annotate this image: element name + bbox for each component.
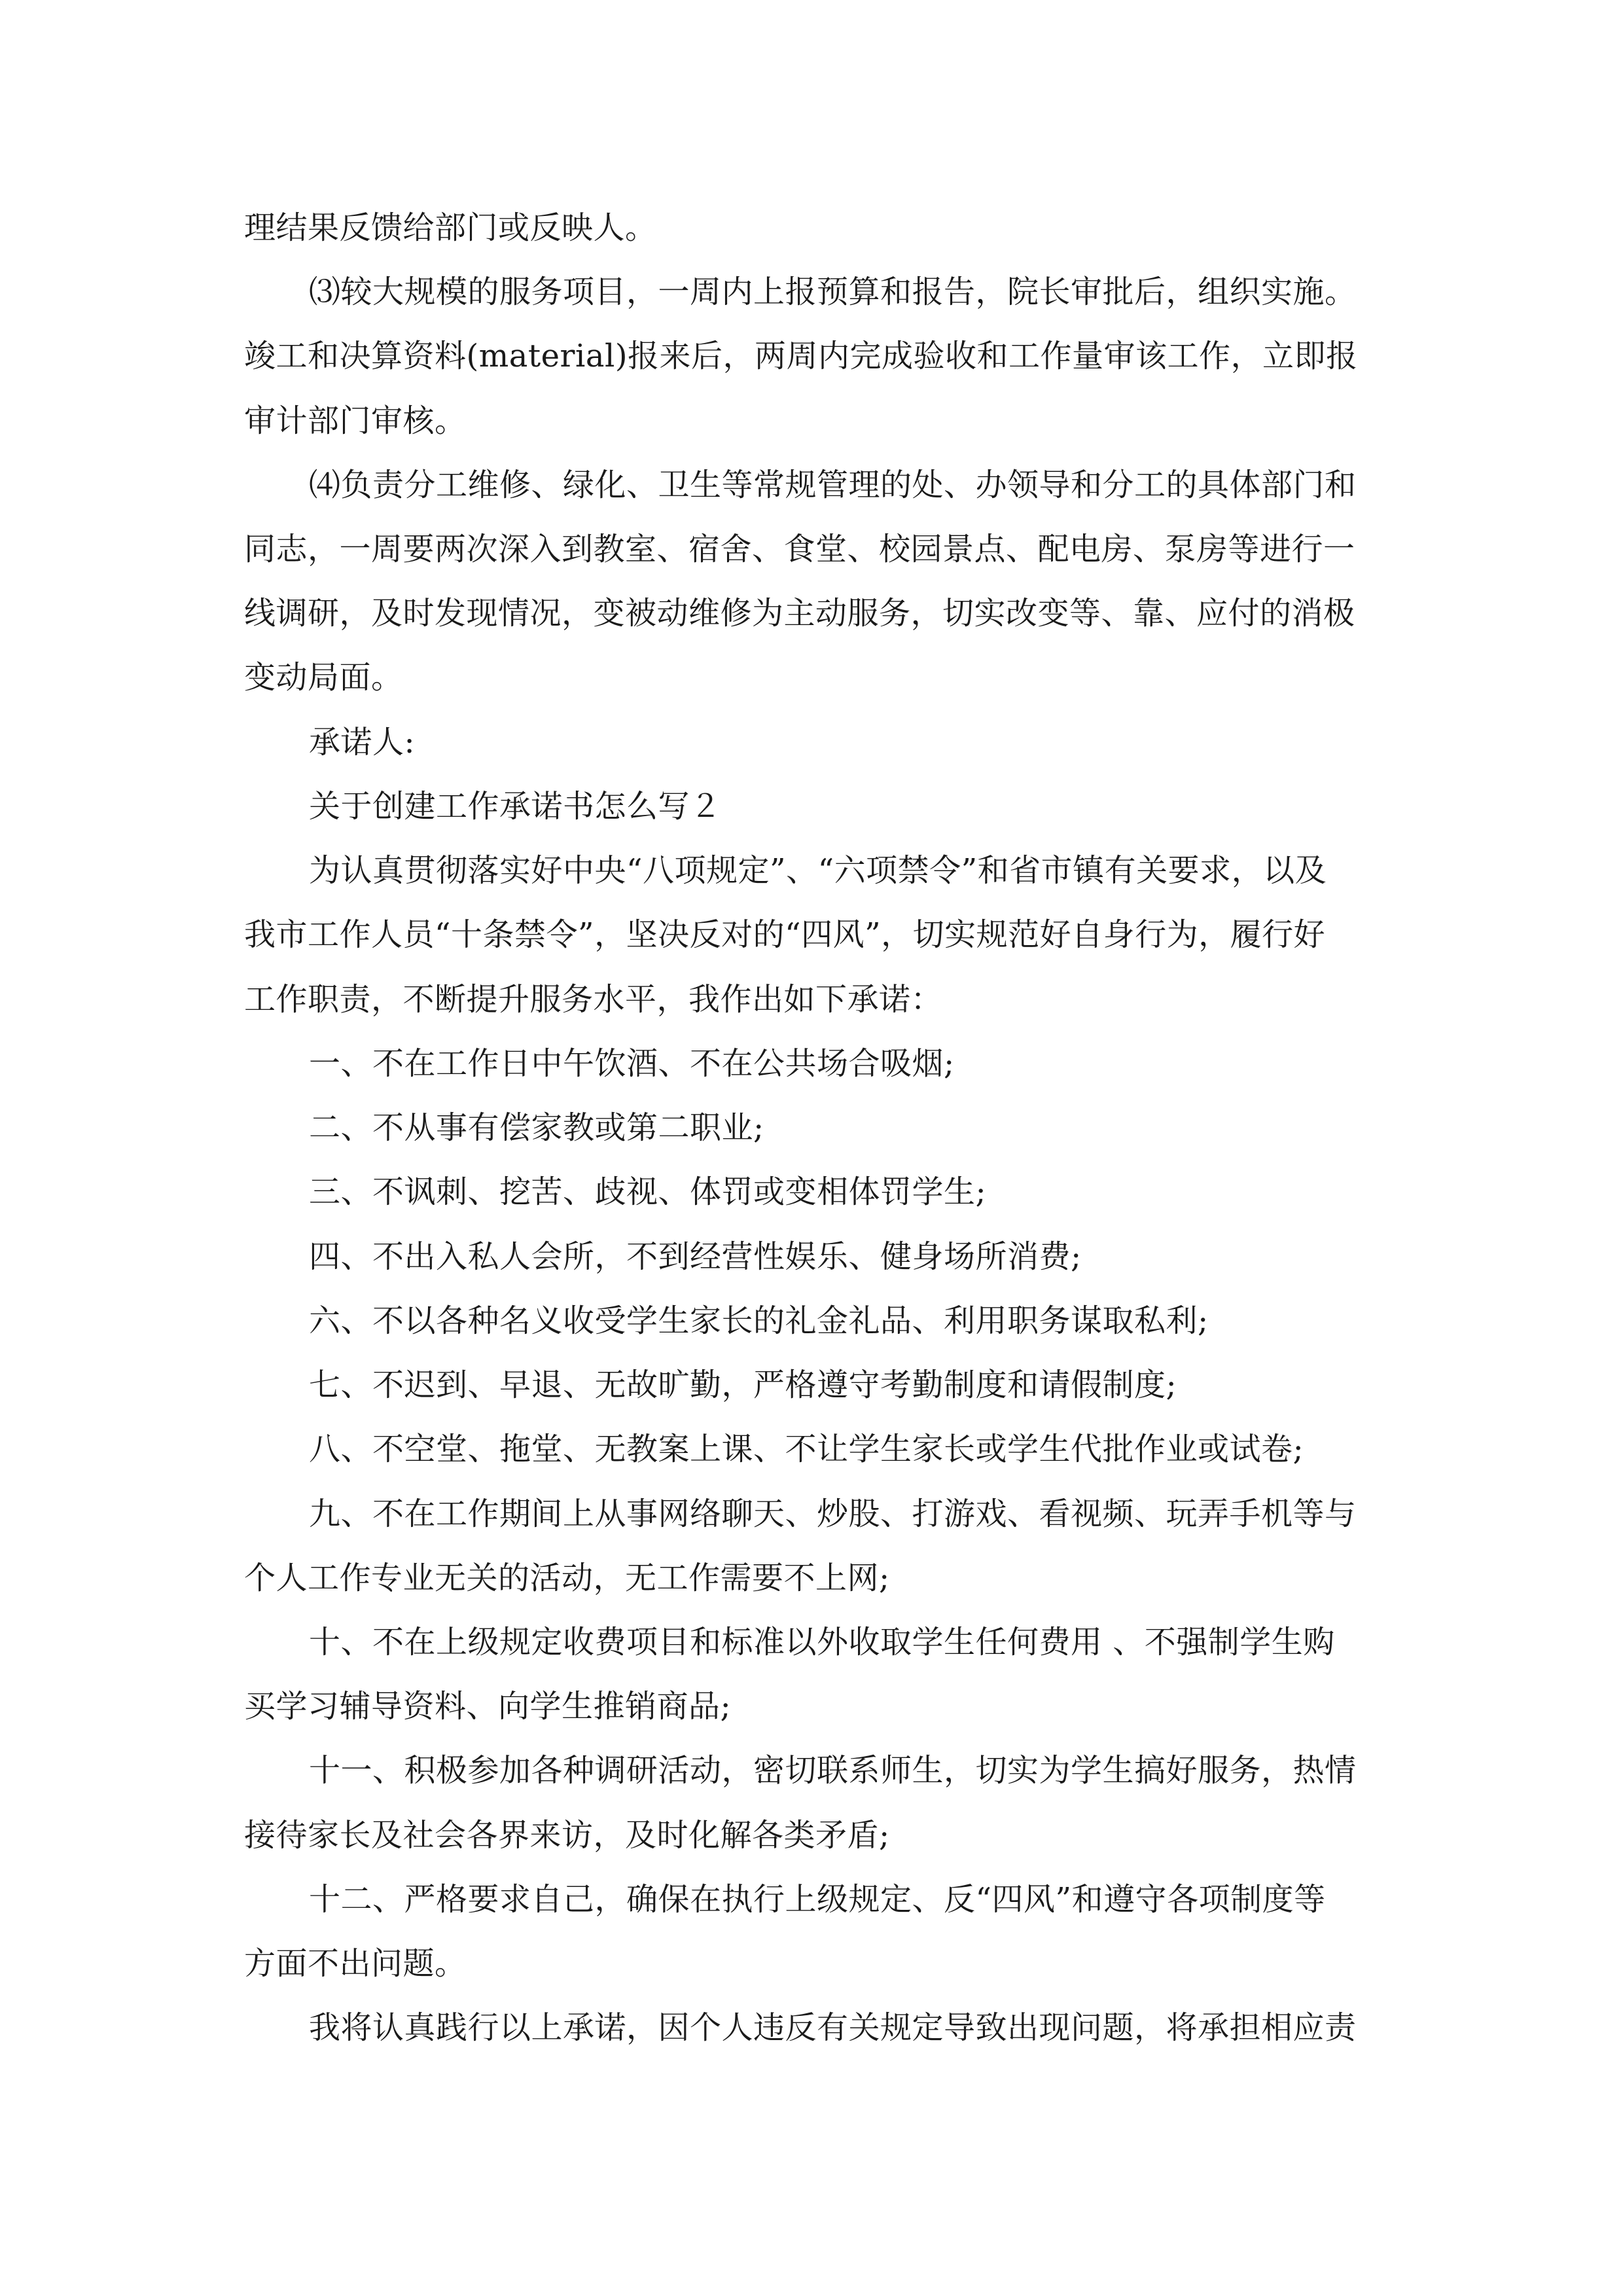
- text-line: 接待家长及社会各界来访，及时化解各类矛盾;: [244, 1817, 890, 1854]
- text-line: 买学习辅导资料、向学生推销商品;: [244, 1688, 732, 1725]
- list-item: 六、不以各种名义收受学生家长的礼金礼品、利用职务谋取私利;: [309, 1302, 1209, 1339]
- list-item: 八、不空堂、拖堂、无教案上课、不让学生家长或学生代批作业或试卷;: [309, 1431, 1304, 1467]
- section-title: 关于创建工作承诺书怎么写２: [309, 788, 722, 825]
- list-item: 四、不出入私人会所，不到经营性娱乐、健身场所消费;: [309, 1238, 1082, 1275]
- text-line: ⑷负责分工维修、绿化、卫生等常规管理的处、办领导和分工的具体部门和: [309, 467, 1357, 503]
- text-line: 变动局面。: [244, 659, 403, 696]
- text-line: 我将认真践行以上承诺，因个人违反有关规定导致出现问题，将承担相应责: [309, 2009, 1357, 2046]
- list-item: 九、不在工作期间上从事网络聊天、炒股、打游戏、看视频、玩弄手机等与: [309, 1496, 1357, 1532]
- text-line: 我市工作人员“十条禁令”，坚决反对的“四风”，切实规范好自身行为，履行好: [244, 916, 1326, 953]
- text-line: 方面不出问题。: [244, 1945, 467, 1982]
- list-item: 七、不迟到、早退、无故旷勤，严格遵守考勤制度和请假制度;: [309, 1367, 1177, 1403]
- list-item: 一、不在工作日中午饮酒、不在公共场合吸烟;: [309, 1045, 955, 1082]
- text-line: 竣工和决算资料(material)报来后，两周内完成验收和工作量审该工作，立即报: [244, 338, 1358, 374]
- list-item: 十、不在上级规定收费项目和标准以外收取学生任何费用 、不强制学生购: [309, 1624, 1335, 1660]
- text-line: 审计部门审核。: [244, 403, 467, 439]
- list-item: 十一、积极参加各种调研活动，密切联系师生，切实为学生搞好服务，热情: [309, 1752, 1357, 1789]
- text-line: ⑶较大规模的服务项目，一周内上报预算和报告，院长审批后，组织实施。: [309, 274, 1357, 310]
- list-item: 十二、严格要求自己，确保在执行上级规定、反“四风”和遵守各项制度等: [309, 1881, 1326, 1918]
- text-line: 个人工作专业无关的活动，无工作需要不上网;: [244, 1560, 890, 1596]
- signatory-label: 承诺人:: [309, 724, 416, 761]
- list-item: 二、不从事有偿家教或第二职业;: [309, 1109, 764, 1146]
- text-line: 为认真贯彻落实好中央“八项规定”、“六项禁令”和省市镇有关要求，以及: [309, 852, 1327, 889]
- text-line: 同志，一周要两次深入到教室、宿舍、食堂、校园景点、配电房、泵房等进行一: [244, 531, 1355, 567]
- list-item: 三、不讽刺、挖苦、歧视、体罚或变相体罚学生;: [309, 1174, 987, 1210]
- text-line: 工作职责，不断提升服务水平，我作出如下承诺：: [244, 981, 943, 1018]
- text-line: 理结果反馈给部门或反映人。: [244, 209, 657, 246]
- text-line: 线调研，及时发现情况，变被动维修为主动服务，切实改变等、靠、应付的消极: [244, 595, 1355, 632]
